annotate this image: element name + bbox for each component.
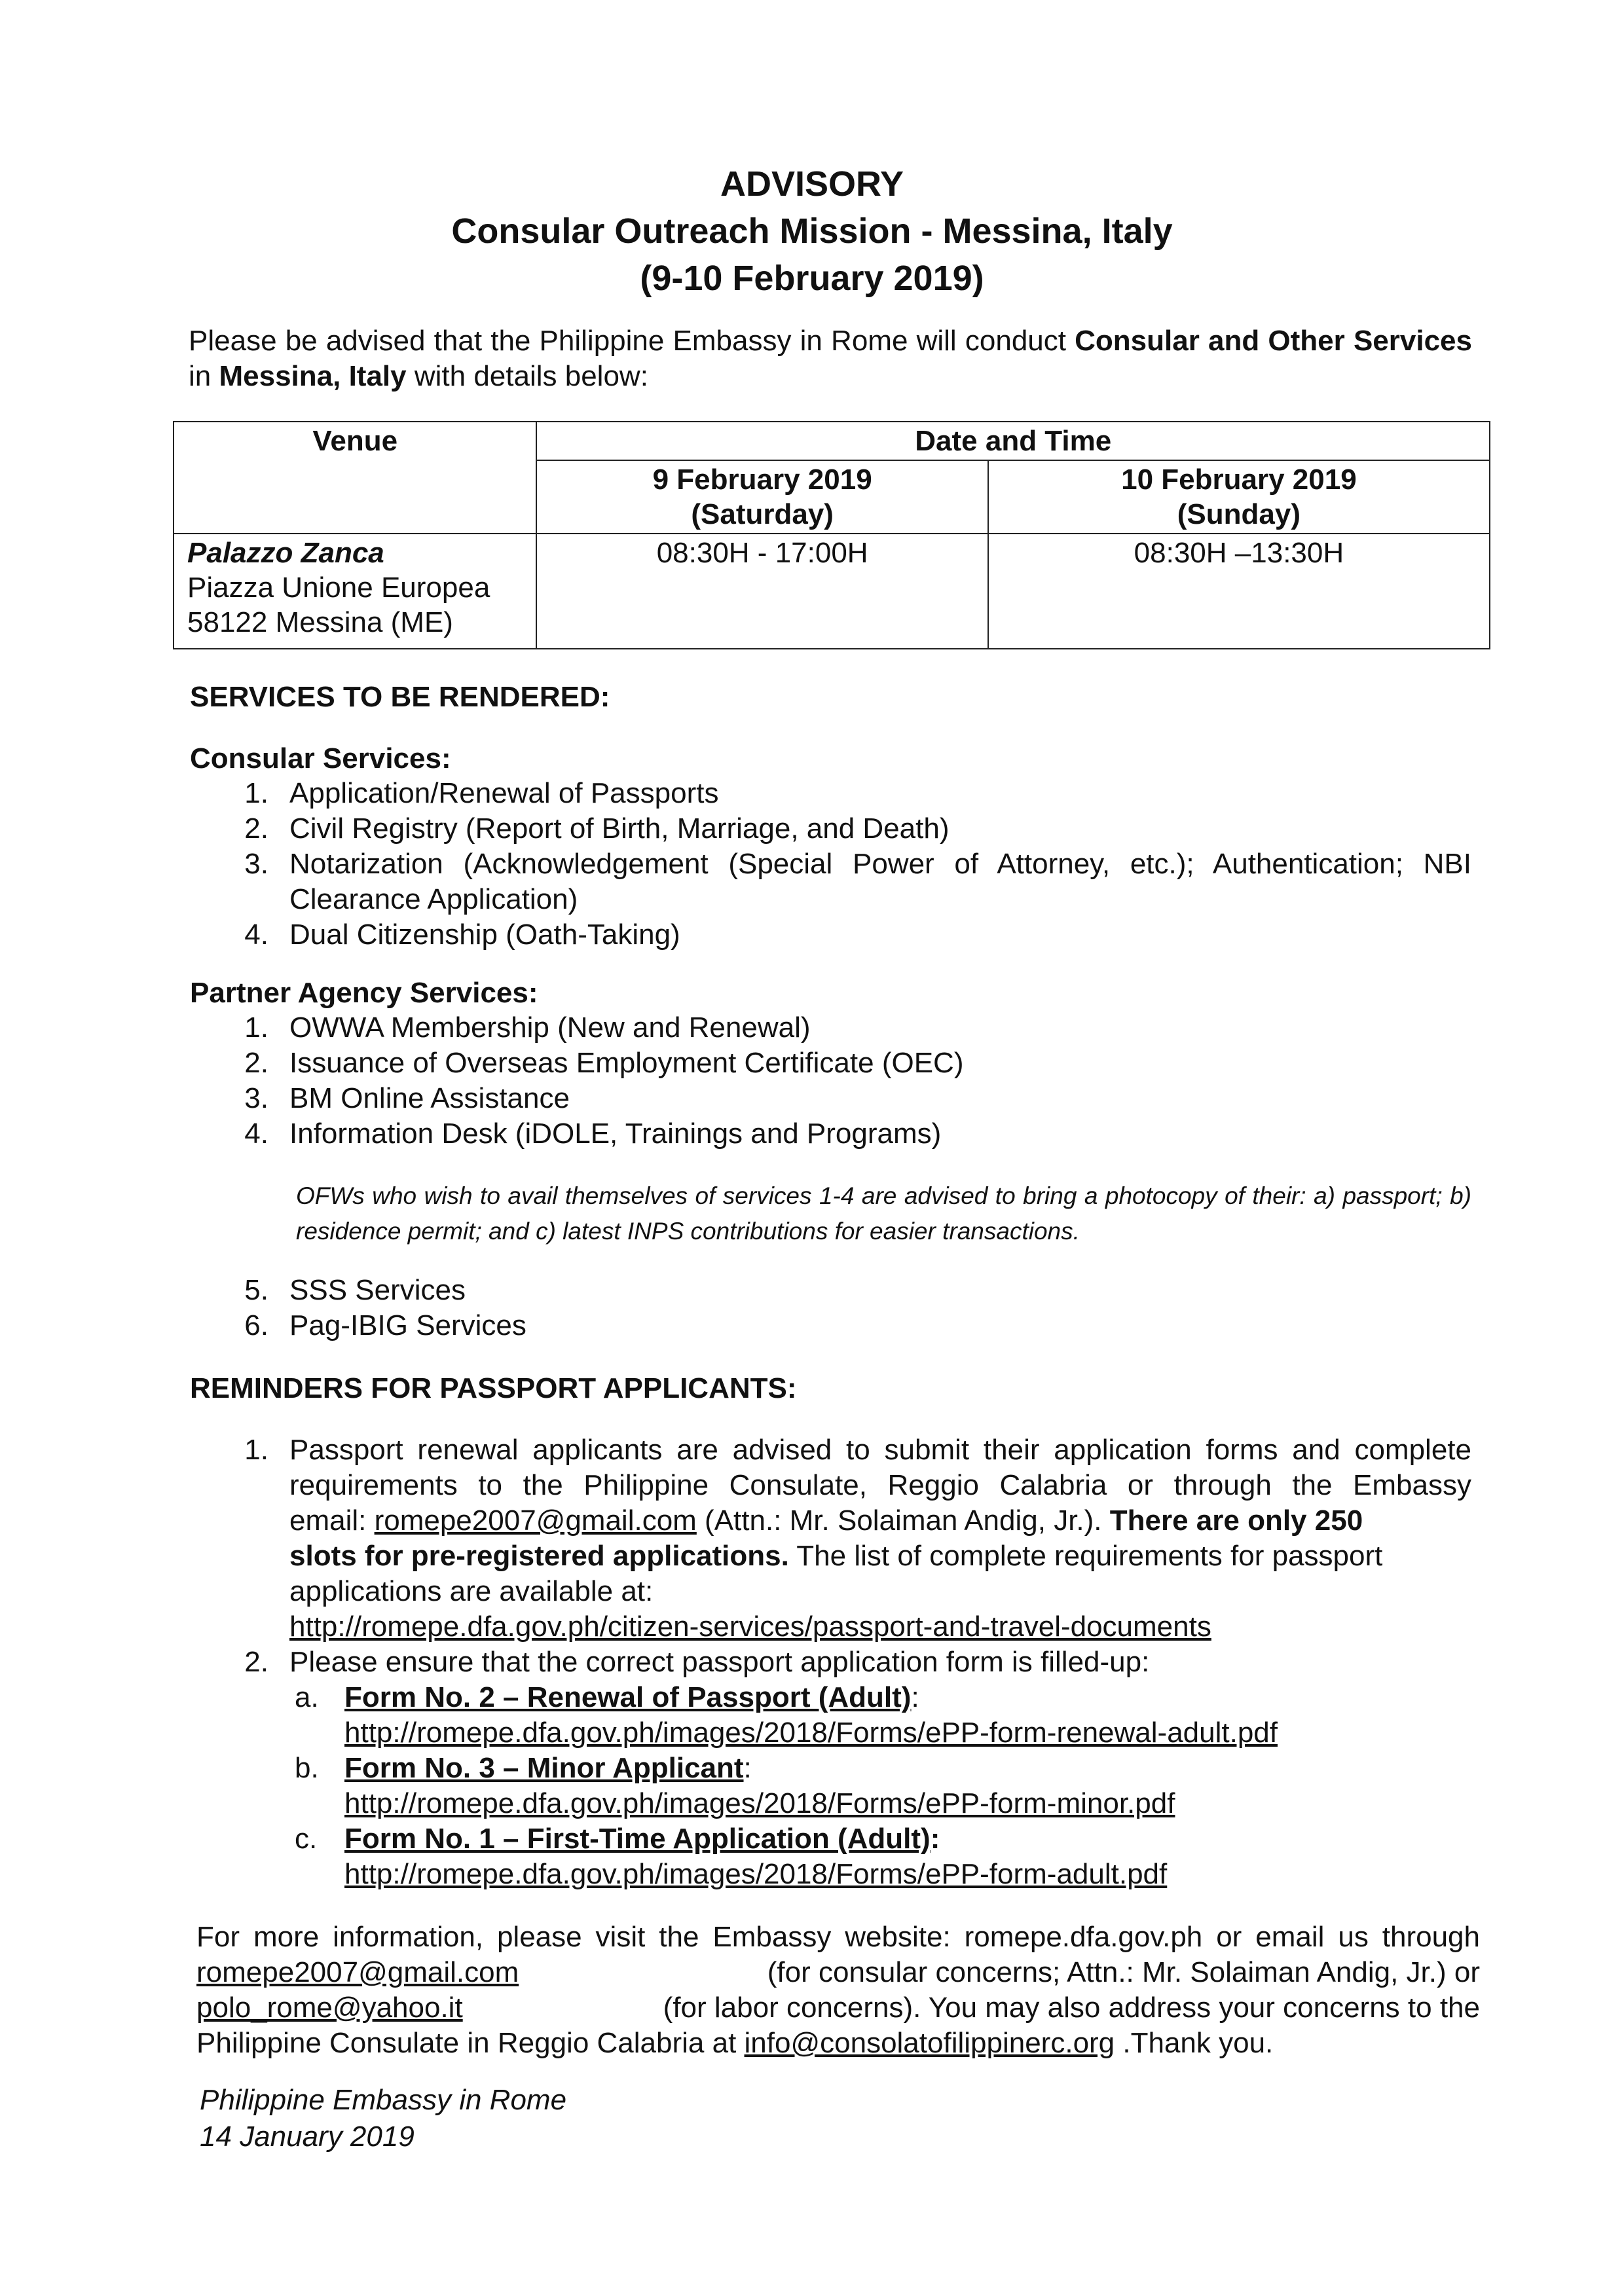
list-number: 1. bbox=[244, 1011, 268, 1044]
reminder-text: Passport renewal applicants are advised to submit their application forms and complete bbox=[289, 1434, 1471, 1466]
list-number: 4. bbox=[244, 919, 268, 951]
form-title: Form No. 3 – Minor Applicant: bbox=[344, 1752, 752, 1784]
footer-text: (for labor concerns). You may also address your concerns to the bbox=[663, 1992, 1480, 2024]
form-title: Form No. 2 – Renewal of Passport (Adult): bbox=[344, 1681, 919, 1713]
list-text: Clearance Application) bbox=[289, 883, 578, 915]
slots-notice: slots for pre-registered applications. bbox=[289, 1540, 789, 1572]
list-number: 2. bbox=[244, 1646, 268, 1678]
list-number: 2. bbox=[244, 1047, 268, 1079]
list-number: 4. bbox=[244, 1118, 268, 1150]
list-text: BM Online Assistance bbox=[289, 1082, 570, 1114]
list-text: Civil Registry (Report of Birth, Marriage, and Death) bbox=[289, 812, 950, 845]
list-number: 6. bbox=[244, 1309, 268, 1341]
list-text: Dual Citizenship (Oath-Taking) bbox=[289, 919, 680, 951]
venue-header: Venue bbox=[174, 422, 536, 460]
list-number: 3. bbox=[244, 848, 268, 880]
form-letter: a. bbox=[295, 1681, 319, 1713]
ofw-note: OFWs who wish to avail themselves of services 1-4 are advised to bring a photocopy of their: a) passport; b) residence permit; and c) latest INPS contributions for easier transactions. bbox=[296, 1182, 1471, 1245]
footer-text bbox=[196, 1955, 1480, 1990]
day1-time: 08:30H - 17:00H bbox=[536, 534, 987, 649]
slots-notice: There are only 250 bbox=[1109, 1504, 1363, 1537]
list-number: 2. bbox=[244, 812, 268, 845]
day2-weekday: (Sunday) bbox=[1177, 498, 1301, 530]
consulate-email-link[interactable]: info@consolatofilippinerc.org bbox=[744, 2027, 1115, 2059]
advisory-title: ADVISORY bbox=[720, 164, 904, 204]
advisory-dates: (9-10 February 2019) bbox=[640, 259, 984, 298]
attn-text: (Attn.: Mr. Solaiman Andig, Jr.). bbox=[696, 1504, 1110, 1537]
list-text: OWWA Membership (New and Renewal) bbox=[289, 1011, 811, 1044]
list-text: Information Desk (iDOLE, Trainings and Programs) bbox=[289, 1118, 942, 1150]
list-number: 3. bbox=[244, 1082, 268, 1114]
intro-text: with details below: bbox=[406, 360, 648, 392]
venue-street: Piazza Unione Europea bbox=[187, 572, 490, 604]
embassy-email-link[interactable]: romepe2007@gmail.com bbox=[374, 1504, 697, 1537]
reminder-text: requirements to the Philippine Consulate, Reggio Calabria or through the Embassy bbox=[289, 1469, 1471, 1501]
form-adult-link[interactable]: http://romepe.dfa.gov.ph/images/2018/Forms/ePP-form-adult.pdf bbox=[344, 1858, 1168, 1890]
passport-requirements-link[interactable]: http://romepe.dfa.gov.ph/citizen-services/passport-and-travel-documents bbox=[289, 1611, 1211, 1643]
reminder-text: The list of complete requirements for passport bbox=[788, 1540, 1383, 1572]
form-renewal-adult-link[interactable]: http://romepe.dfa.gov.ph/images/2018/Forms/ePP-form-renewal-adult.pdf bbox=[344, 1717, 1278, 1749]
day2-time: 08:30H –13:30H bbox=[988, 534, 1490, 649]
signature-org: Philippine Embassy in Rome bbox=[200, 2084, 567, 2116]
list-number: 1. bbox=[244, 777, 268, 809]
form-letter: b. bbox=[295, 1752, 319, 1784]
advisory-subtitle: Consular Outreach Mission - Messina, Italy bbox=[451, 211, 1173, 251]
reminders-heading: REMINDERS FOR PASSPORT APPLICANTS: bbox=[190, 1372, 797, 1404]
form-title: Form No. 1 – First-Time Application (Adult): bbox=[344, 1823, 940, 1855]
footer-text: .Thank you. bbox=[1115, 2027, 1274, 2059]
signature-date: 14 January 2019 bbox=[200, 2121, 415, 2153]
list-text: Pag-IBIG Services bbox=[289, 1309, 526, 1341]
schedule-table bbox=[173, 421, 1490, 649]
footer-text: For more information, please visit the Embassy website: romepe.dfa.gov.ph or email us through bbox=[196, 1921, 1480, 1953]
form-title-text: Form No. 2 – Renewal of Passport (Adult) bbox=[344, 1681, 912, 1713]
venue-name: Palazzo Zanca bbox=[187, 537, 384, 569]
partner-services-heading: Partner Agency Services: bbox=[190, 977, 538, 1009]
services-heading: SERVICES TO BE RENDERED: bbox=[190, 681, 610, 713]
intro-text: in bbox=[189, 360, 219, 392]
reminder-text: Please ensure that the correct passport application form is filled-up: bbox=[289, 1646, 1150, 1678]
list-number: 1. bbox=[244, 1434, 268, 1466]
list-text: Notarization (Acknowledgement (Special Power of Attorney, etc.); Authentication; NBI bbox=[289, 848, 1471, 880]
form-letter: c. bbox=[295, 1823, 318, 1855]
day1-header bbox=[536, 460, 987, 534]
day1-date: 9 February 2019 bbox=[652, 464, 872, 496]
venue-header-spacer bbox=[174, 460, 536, 534]
day2-header bbox=[988, 460, 1490, 534]
reminder-text bbox=[289, 1503, 1471, 1539]
form-minor-link[interactable]: http://romepe.dfa.gov.ph/images/2018/Forms/ePP-form-minor.pdf bbox=[344, 1787, 1175, 1819]
footer-text: Philippine Consulate in Reggio Calabria at bbox=[196, 2027, 745, 2059]
footer-text bbox=[196, 1990, 1480, 2026]
footer-text: (for consular concerns; Attn.: Mr. Solaiman Andig, Jr.) or bbox=[767, 1956, 1480, 1988]
list-number: 5. bbox=[244, 1274, 268, 1306]
venue-city: 58122 Messina (ME) bbox=[187, 606, 453, 638]
venue-cell bbox=[174, 534, 536, 649]
intro-services: Consular and Other Services bbox=[1075, 325, 1472, 357]
list-text: Application/Renewal of Passports bbox=[289, 777, 719, 809]
labor-email-link[interactable]: polo_rome@yahoo.it bbox=[196, 1992, 463, 2024]
reminder-text: applications are available at: bbox=[289, 1575, 654, 1607]
datetime-header: Date and Time bbox=[536, 422, 1490, 460]
footer-text bbox=[196, 2026, 1273, 2061]
intro-location: Messina, Italy bbox=[219, 360, 407, 392]
day2-date: 10 February 2019 bbox=[1121, 464, 1357, 496]
consular-email-link[interactable]: romepe2007@gmail.com bbox=[196, 1956, 519, 1988]
day1-weekday: (Saturday) bbox=[691, 498, 834, 530]
form-title-text: Form No. 3 – Minor Applicant bbox=[344, 1752, 744, 1784]
form-title-text: Form No. 1 – First-Time Application (Adult) bbox=[344, 1823, 931, 1855]
list-text: SSS Services bbox=[289, 1274, 466, 1306]
email-prefix: email: bbox=[289, 1504, 375, 1537]
reminder-text bbox=[289, 1539, 1382, 1574]
intro-paragraph bbox=[189, 323, 1472, 394]
intro-text: Please be advised that the Philippine Embassy in Rome will conduct bbox=[189, 325, 1075, 357]
list-text: Issuance of Overseas Employment Certificate (OEC) bbox=[289, 1047, 964, 1079]
consular-services-heading: Consular Services: bbox=[190, 742, 451, 774]
